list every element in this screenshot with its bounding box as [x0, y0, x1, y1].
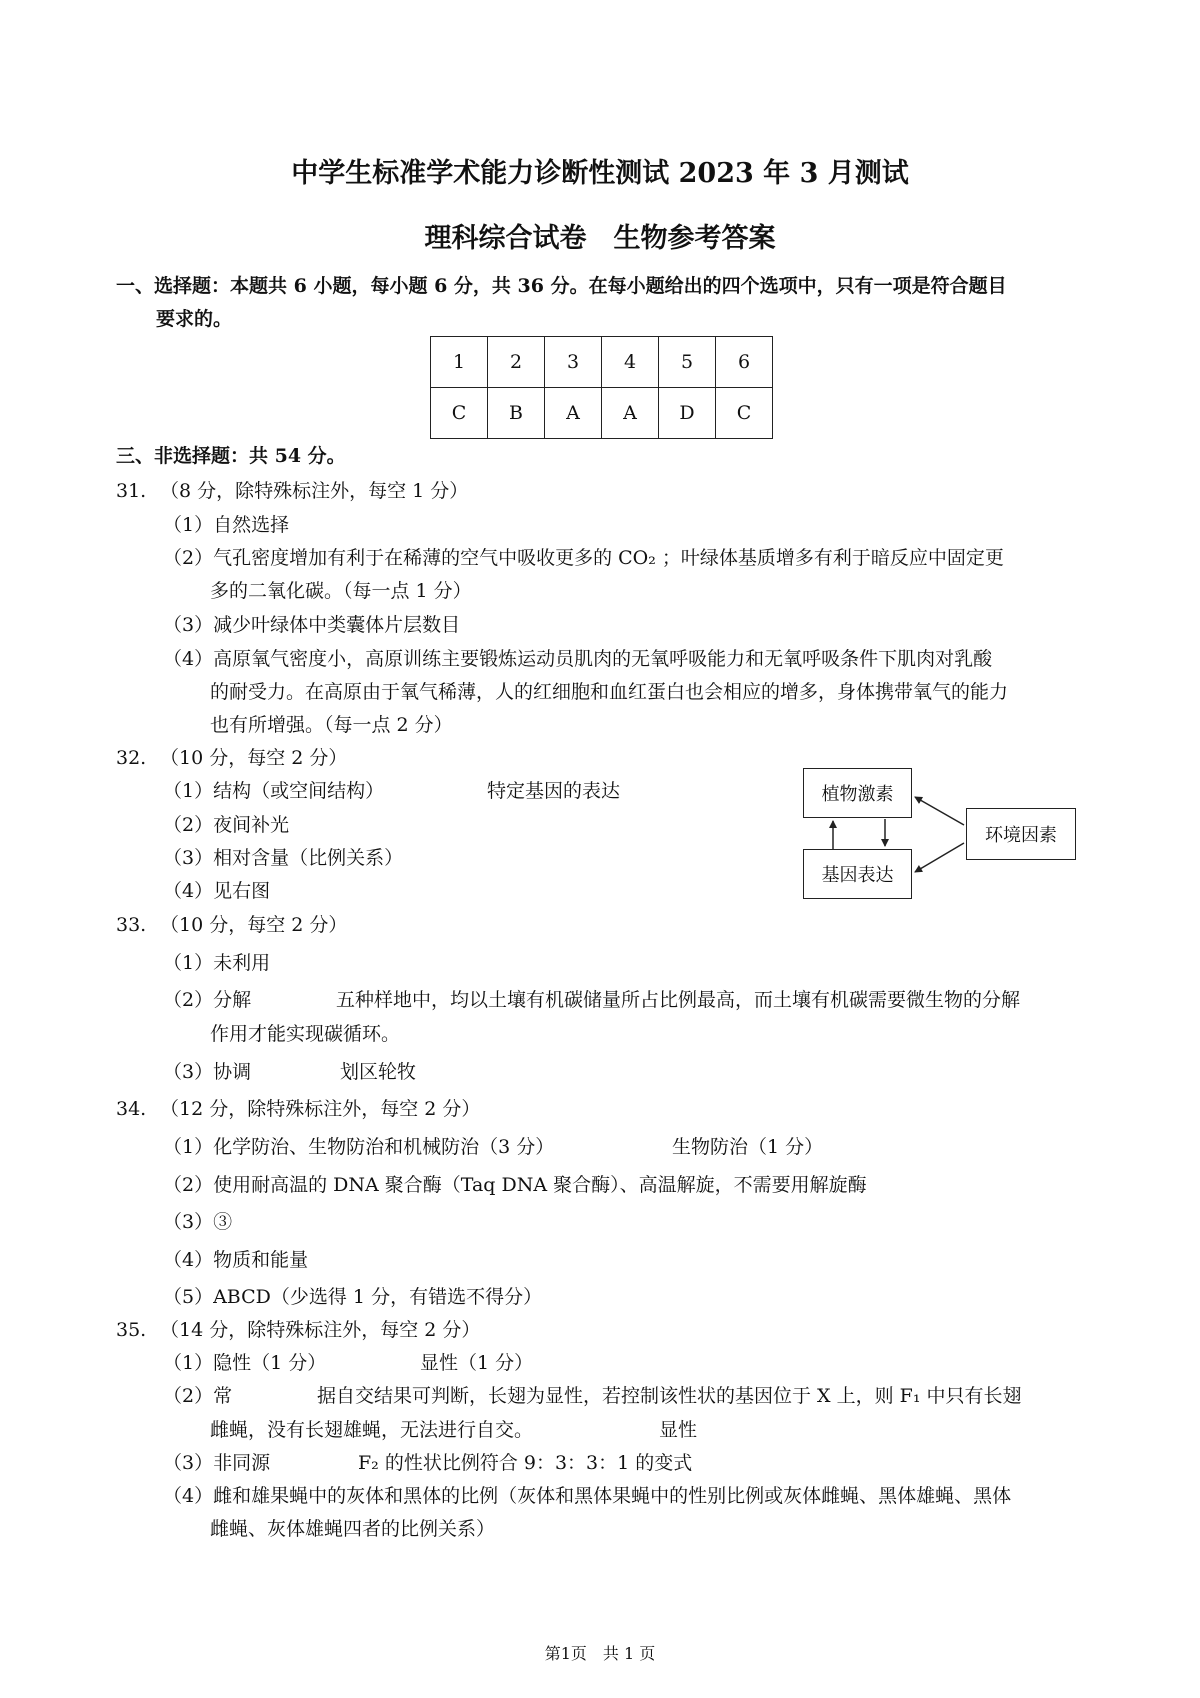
- q31-answer-1: （1）自然选择: [163, 514, 290, 536]
- q31-answer-2-cont: 多的二氧化碳。（每一点 1 分）: [210, 580, 472, 602]
- q34-answer-1: （1）化学防治、生物防治和机械防治（3 分）: [163, 1136, 555, 1158]
- q34-number: 34.: [116, 1098, 147, 1120]
- arrow-env-to-hormone: [915, 797, 964, 825]
- q32-answer-1: （1）结构（或空间结构）: [163, 780, 385, 802]
- question-number-cell: 3: [545, 337, 602, 388]
- q31-answer-4-cont: 的耐受力。在高原由于氧气稀薄，人的红细胞和血红蛋白也会相应的增多，身体携带氧气的能力: [210, 681, 1009, 703]
- answer-cell: B: [488, 388, 545, 439]
- q33-number: 33.: [116, 914, 147, 936]
- q32-answer-4: （4）见右图: [163, 880, 271, 902]
- q35-answer-2c: 显性: [659, 1419, 698, 1441]
- q31-number: 31.: [116, 480, 147, 502]
- answer-cell: D: [659, 388, 716, 439]
- q33-answer-2b-cont: 作用才能实现碳循环。: [210, 1023, 401, 1045]
- question-number-cell: 4: [602, 337, 659, 388]
- section1-heading-cont: 要求的。: [156, 308, 233, 330]
- hormone-box: 植物激素: [803, 768, 912, 818]
- gene-expression-box: 基因表达: [803, 849, 912, 899]
- environment-box: 环境因素: [966, 808, 1076, 860]
- q33-answer-2: （2）分解: [163, 989, 252, 1011]
- q32-answer-2: （2）夜间补光: [163, 814, 290, 836]
- answer-cell: A: [545, 388, 602, 439]
- question-number-cell: 1: [431, 337, 488, 388]
- q32-answer-3: （3）相对含量（比例关系）: [163, 847, 404, 869]
- q35-answer-1: （1）隐性（1 分）: [163, 1352, 327, 1374]
- q35-answer-3: （3）非同源: [163, 1452, 271, 1474]
- q34-answer-3: （3）③: [163, 1211, 233, 1233]
- q32-answer-1b: 特定基因的表达: [487, 780, 621, 802]
- q33-note: （10 分，每空 2 分）: [160, 914, 348, 936]
- q35-answer-2b-cont: 雌蝇，没有长翅雄蝇，无法进行自交。: [210, 1419, 534, 1441]
- answer-cell: C: [431, 388, 488, 439]
- answer-cell: A: [602, 388, 659, 439]
- q35-answer-2: （2）常: [163, 1385, 233, 1407]
- q35-answer-2b: 据自交结果可判断，长翅为显性，若控制该性状的基因位于 X 上，则 F₁ 中只有长翅: [317, 1385, 1022, 1407]
- q33-answer-3: （3）协调: [163, 1061, 252, 1083]
- q35-answer-1b: 显性（1 分）: [420, 1352, 534, 1374]
- q33-answer-1: （1）未利用: [163, 952, 271, 974]
- q35-answer-4: （4）雌和雄果蝇中的灰体和黑体的比例（灰体和黑体果蝇中的性别比例或灰体雌蝇、黑体雄蝇、黑体: [163, 1485, 1012, 1507]
- q33-answer-2b: 五种样地中，均以土壤有机碳储量所占比例最高，而土壤有机碳需要微生物的分解: [336, 989, 1021, 1011]
- q35-answer-4-cont: 雌蝇、灰体雄蝇四者的比例关系）: [210, 1518, 496, 1540]
- arrow-env-to-gene: [915, 843, 964, 872]
- q32-number: 32.: [116, 747, 147, 769]
- q35-note: （14 分，除特殊标注外，每空 2 分）: [160, 1319, 481, 1341]
- q31-note: （8 分，除特殊标注外，每空 1 分）: [160, 480, 469, 502]
- q31-answer-4-cont2: 也有所增强。（每一点 2 分）: [210, 714, 453, 736]
- question-number-cell: 5: [659, 337, 716, 388]
- page-subtitle: 理科综合试卷 生物参考答案: [424, 223, 776, 254]
- q34-answer-4: （4）物质和能量: [163, 1249, 309, 1271]
- q34-answer-2: （2）使用耐高温的 DNA 聚合酶（Taq DNA 聚合酶）、高温解旋，不需要用解旋酶: [163, 1174, 867, 1196]
- q35-answer-3b: F₂ 的性状比例符合 9：3：3：1 的变式: [358, 1452, 693, 1474]
- q34-note: （12 分，除特殊标注外，每空 2 分）: [160, 1098, 481, 1120]
- question-number-cell: 6: [716, 337, 773, 388]
- q31-answer-4: （4）高原氧气密度小，高原训练主要锻炼运动员肌肉的无氧呼吸能力和无氧呼吸条件下肌肉对乳酸: [163, 648, 993, 670]
- q31-answer-2: （2）气孔密度增加有利于在稀薄的空气中吸收更多的 CO₂ ；叶绿体基质增多有利于暗反应中固定更: [163, 547, 1004, 569]
- section3-heading: 三、非选择题：共 54 分。: [116, 445, 346, 467]
- section1-heading: 一、选择题：本题共 6 小题，每小题 6 分，共 36 分。在每小题给出的四个选项中，只有一项是符合题目: [116, 275, 1007, 297]
- q34-answer-5: （5）ABCD（少选得 1 分，有错选不得分）: [163, 1286, 543, 1308]
- question-number-cell: 2: [488, 337, 545, 388]
- q35-number: 35.: [116, 1319, 147, 1341]
- q34-answer-1b: 生物防治（1 分）: [672, 1136, 824, 1158]
- page-title: 中学生标准学术能力诊断性测试 2023 年 3 月测试: [291, 158, 909, 189]
- q33-answer-3b: 划区轮牧: [340, 1061, 417, 1083]
- q32-note: （10 分，每空 2 分）: [160, 747, 348, 769]
- answer-cell: C: [716, 388, 773, 439]
- q31-answer-3: （3）减少叶绿体中类囊体片层数目: [163, 614, 461, 636]
- page-footer: 第1页 共 1 页: [544, 1644, 656, 1663]
